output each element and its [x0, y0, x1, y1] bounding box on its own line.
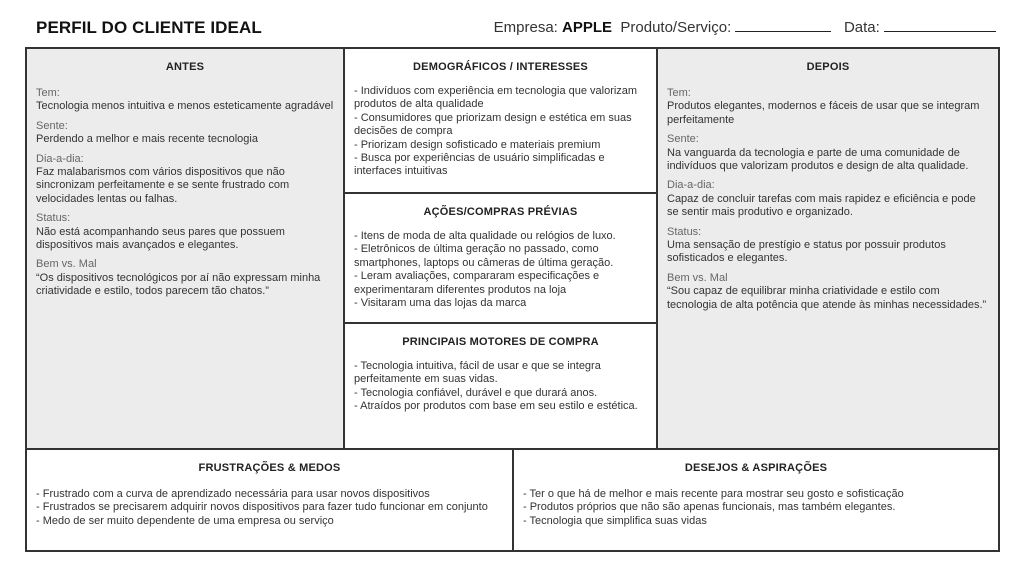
motores-title: PRINCIPAIS MOTORES DE COMPRA	[402, 336, 599, 348]
list-item: - Frustrados se precisarem adquirir novos dispositivos para fazer tudo funcionar em conjunto	[36, 501, 488, 514]
depois-text: Na vanguarda da tecnologia e parte de uma comunidade de indivíduos que valorizam produtos e design de alta qualidade.	[667, 146, 969, 173]
frustracoes-section	[27, 450, 514, 550]
list-item: - Tecnologia intuitiva, fácil de usar e que se integra perfeitamente em suas vidas.	[354, 360, 601, 386]
depois-section	[656, 49, 998, 450]
list-item: - Medo de ser muito dependente de uma empresa ou serviço	[36, 514, 334, 527]
antes-label: Sente:	[36, 119, 68, 132]
acoes-list	[345, 230, 656, 310]
depois-label: Sente:	[667, 133, 699, 146]
antes-text: Perdendo a melhor e mais recente tecnologia	[36, 133, 258, 146]
motores-section	[345, 324, 656, 450]
antes-text: Tecnologia menos intuitiva e menos esteticamente agradável	[36, 100, 334, 113]
list-item: - Visitaram uma das lojas da marca	[354, 297, 527, 310]
depois-text: “Sou capaz de equilibrar minha criatividade e estilo com tecnologia de alta potência que atende às minhas necessidades.”	[667, 285, 987, 311]
depois-text: Produtos elegantes, modernos e fáceis de usar que se integram perfeitamente	[667, 100, 980, 126]
list-item: - Tecnologia que simplifica suas vidas	[523, 514, 707, 527]
depois-text: Uma sensação de prestígio e status por possuir produtos sofisticados e elegantes.	[667, 239, 946, 265]
demograficos-title: DEMOGRÁFICOS / INTERESSES	[413, 61, 588, 73]
antes-text: “Os dispositivos tecnológicos por aí não expressam minha criatividade e estilo, todos parecem tão chatos.”	[36, 271, 321, 298]
antes-label: Status:	[36, 212, 71, 225]
page-title: PERFIL DO CLIENTE IDEAL	[36, 18, 262, 37]
depois-body	[658, 73, 998, 312]
list-item: - Itens de moda de alta qualidade ou relógios de luxo.	[354, 230, 616, 242]
acoes-title: AÇÕES/COMPRAS PRÉVIAS	[423, 206, 578, 218]
list-item: - Tecnologia confiável, durável e que durará anos.	[354, 386, 598, 399]
motores-list	[345, 360, 656, 414]
frustracoes-list	[27, 488, 512, 528]
antes-text: Não está acompanhando seus pares que possuem dispositivos mais avançados e elegantes.	[36, 225, 285, 252]
depois-text: Capaz de concluir tarefas com mais rapidez e eficiência e pode se sentir mais produtivo e organizado.	[667, 192, 976, 219]
demograficos-section	[345, 49, 656, 194]
list-item: - Leram avaliações, compararam especificações e experimentaram diferentes produtos na loja	[354, 270, 600, 296]
list-item: - Busca por experiências de usuário simplificadas e interfaces intuitivas	[354, 152, 605, 178]
data-label: Data:	[843, 19, 880, 36]
antes-title: ANTES	[165, 61, 205, 73]
desejos-section	[514, 450, 998, 550]
list-item: - Eletrônicos de última geração no passado, como smartphones, laptops ou câmeras de última geração.	[354, 243, 614, 269]
data-blank-field	[884, 20, 996, 32]
antes-label: Dia-a-dia:	[36, 152, 84, 165]
produto-blank-field	[735, 20, 831, 32]
antes-body	[27, 73, 343, 299]
profile-grid	[25, 47, 1000, 552]
depois-label: Tem:	[667, 87, 691, 99]
empresa-label: Empresa:	[493, 19, 558, 36]
antes-label: Tem:	[36, 87, 60, 99]
list-item: - Consumidores que priorizam design e estética em suas decisões de compra	[354, 111, 632, 138]
list-item: - Priorizam design sofisticado e materiais premium	[354, 138, 601, 151]
depois-title: DEPOIS	[806, 61, 850, 73]
list-item: - Indivíduos com experiência em tecnologia que valorizam produtos de alta qualidade	[354, 85, 638, 111]
depois-label: Status:	[667, 225, 702, 238]
depois-label: Dia-a-dia:	[667, 179, 715, 192]
antes-section	[27, 49, 345, 450]
produto-label: Produto/Serviço:	[620, 19, 732, 36]
header-fields	[494, 19, 996, 36]
empresa-value: APPLE	[562, 19, 613, 36]
list-item: - Produtos próprios que não são apenas funcionais, mas também elegantes.	[523, 501, 896, 514]
frustracoes-title: FRUSTRAÇÕES & MEDOS	[198, 462, 341, 474]
acoes-section	[345, 194, 656, 324]
list-item: - Frustrado com a curva de aprendizado necessária para usar novos dispositivos	[36, 488, 430, 500]
desejos-list	[514, 488, 998, 528]
antes-label: Bem vs. Mal	[36, 258, 97, 271]
page-header	[36, 18, 996, 42]
desejos-title: DESEJOS & ASPIRAÇÕES	[684, 462, 828, 474]
depois-label: Bem vs. Mal	[667, 271, 728, 284]
list-item: - Atraídos por produtos com base em seu estilo e estética.	[354, 400, 638, 413]
antes-text: Faz malabarismos com vários dispositivos que não sincronizam perfeitamente e se sente frustrado com velocidades lentas ou falhas.	[36, 166, 290, 205]
list-item: - Ter o que há de melhor e mais recente para mostrar seu gosto e sofisticação	[523, 488, 904, 500]
demograficos-list	[345, 85, 656, 179]
